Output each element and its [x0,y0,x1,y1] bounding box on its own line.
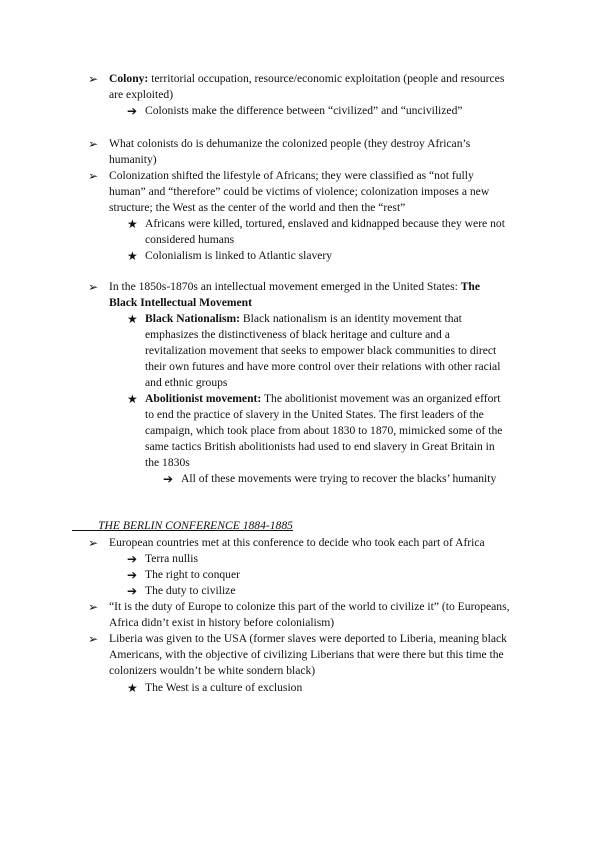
liberia-line-3: colonizers wouldn’t be white sondern black) [109,664,316,677]
colony-line-1: Colony: territorial occupation, resource/economic exploitation (people and resources [109,72,505,85]
arrow-icon: ➔ [127,584,138,598]
colony-sub-1: Colonists make the difference between “civilized” and “uncivilized” [145,104,463,117]
black-nationalism-line-1: Black Nationalism: Black nationalism is an identity movement that [145,312,462,325]
intellectual-line-2: Black Intellectual Movement [109,296,252,309]
star-icon: ★ [127,217,138,231]
abolitionist-line-4: same tactics British abolitionists had used to end slavery in Great Britain in [145,440,495,453]
berlin-arrow-1: Terra nullis [145,552,198,565]
bullet-arrowhead-icon: ➢ [88,137,99,151]
abolitionist-line-1: Abolitionist movement: The abolitionist movement was an organized effort [145,392,501,405]
star-icon: ★ [127,312,138,326]
lifestyle-line-2: human” and “therefore” could be victims of violence; colonization imposes a new [109,185,490,198]
bullet-arrowhead-icon: ➢ [88,600,99,614]
star-icon: ★ [127,249,138,263]
dehumanize-line-1: What colonists do is dehumanize the colonized people (they destroy African’s [109,137,471,150]
bullet-arrowhead-icon: ➢ [88,536,99,550]
bullet-arrowhead-icon: ➢ [88,169,99,183]
berlin-line-1: European countries met at this conference to decide who took each part of Africa [109,536,485,549]
colony-line-2: are exploited) [109,88,174,101]
star-icon: ★ [127,392,138,406]
lifestyle-star-1-line-2: considered humans [145,233,235,246]
quote-line-2: Africa didn’t exist in history before colonialism) [109,616,335,629]
lifestyle-line-1: Colonization shifted the lifestyle of Africans; they were classified as “not fully [109,169,474,182]
bullet-arrowhead-icon: ➢ [88,72,99,86]
quote-line-1: “It is the duty of Europe to colonize this part of the world to civilize it” (to Europeans, [109,600,510,613]
arrow-icon: ➔ [127,104,138,118]
berlin-arrow-3: The duty to civilize [145,584,236,597]
bullet-arrowhead-icon: ➢ [88,280,99,294]
intellectual-line-1: In the 1850s-1870s an intellectual movement emerged in the United States: The [109,280,481,293]
black-nationalism-line-5: and ethnic groups [145,376,228,389]
lifestyle-line-3: structure; the West as the center of the world and then the “rest” [109,201,406,214]
bullet-arrowhead-icon: ➢ [88,632,99,646]
berlin-conference-heading: THE BERLIN CONFERENCE 1884-1885 [98,519,293,532]
liberia-line-2: Americans, with the objective of civilizing Liberians that were there but this time the [109,648,504,661]
abolitionist-line-5: the 1830s [145,456,190,469]
black-nationalism-line-2: emphasizes the distinctiveness of black heritage and culture and a [145,328,450,341]
lifestyle-star-2: Colonialism is linked to Atlantic slavery [145,249,333,262]
black-nationalism-line-4: their own futures and have more control over their relations with other racial [145,360,501,373]
arrow-icon: ➔ [127,568,138,582]
arrow-icon: ➔ [127,552,138,566]
abolitionist-line-2: to end the practice of slavery in the United States. The first leaders of the [145,408,484,421]
dehumanize-line-2: humanity) [109,153,157,166]
abolitionist-line-3: campaign, which took place from about 1830 to 1870, mimicked some of the [145,424,503,437]
lifestyle-star-1-line-1: Africans were killed, tortured, enslaved and kidnapped because they were not [145,217,505,230]
arrow-icon: ➔ [163,472,174,486]
movements-summary: All of these movements were trying to recover the blacks’ humanity [181,472,497,485]
berlin-arrow-2: The right to conquer [145,568,240,581]
liberia-star: The West is a culture of exclusion [145,681,303,694]
star-icon: ★ [127,681,138,695]
black-nationalism-line-3: revitalization movement that seeks to empower black communities to direct [145,344,497,357]
liberia-line-1: Liberia was given to the USA (former slaves were deported to Liberia, meaning black [109,632,507,645]
